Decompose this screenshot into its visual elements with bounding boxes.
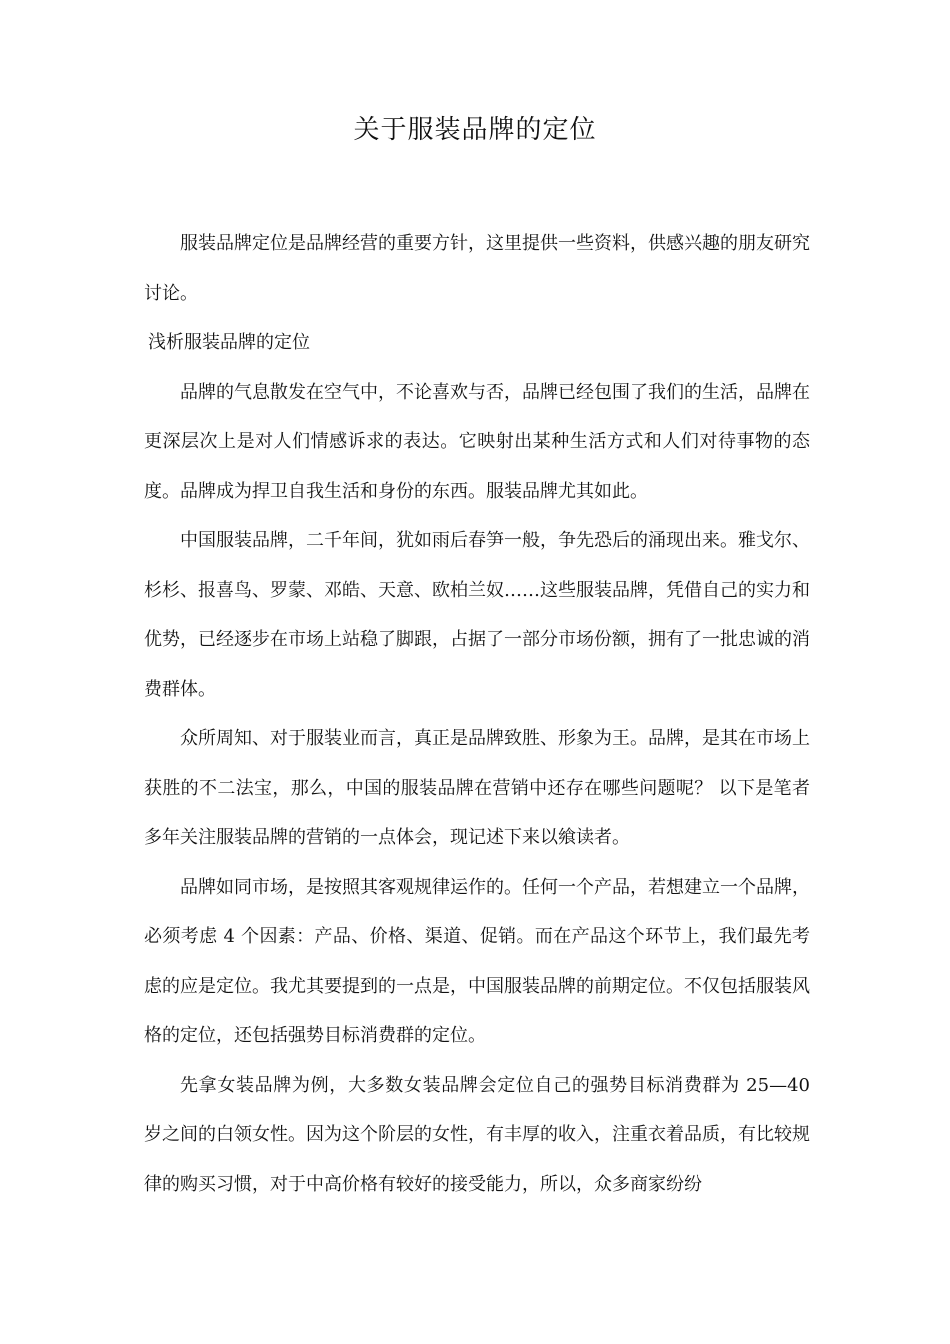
body-paragraph: 品牌如同市场，是按照其客观规律运作的。任何一个产品，若想建立一个品牌，必须考虑 4 个因素：产品、价格、渠道、促销。而在产品这个环节上，我们最先考虑的应是定位。我尤其要提到的一点是，中国服装品牌的前期定位。不仅包括服装风格的定位，还包括强势目标消费群的定位。: [144, 876, 810, 1046]
document-title: 关于服装品牌的定位: [353, 115, 597, 145]
body-paragraph: 品牌的气息散发在空气中，不论喜欢与否，品牌已经包围了我们的生活，品牌在更深层次上是对人们情感诉求的表达。它映射出某种生活方式和人们对待事物的态度。品牌成为捍卫自我生活和身份的东西。服装品牌尤其如此。: [144, 381, 810, 502]
section-heading: 浅析服装品牌的定位: [148, 332, 310, 353]
intro-paragraph: 服装品牌定位是品牌经营的重要方针，这里提供一些资料，供感兴趣的朋友研究讨论。: [144, 233, 810, 304]
document-body: [144, 219, 810, 1209]
body-paragraph: 中国服装品牌，二千年间，犹如雨后春笋一般，争先恐后的涌现出来。雅戈尔、杉杉、报喜鸟、罗蒙、邓皓、天意、欧柏兰奴……这些服装品牌，凭借自己的实力和优势，已经逐步在市场上站稳了脚跟，占据了一部分市场份额，拥有了一批忠诚的消费群体。: [144, 530, 810, 700]
body-paragraph: 众所周知、对于服装业而言，真正是品牌致胜、形象为王。品牌，是其在市场上获胜的不二法宝，那么，中国的服装品牌在营销中还存在哪些问题呢？ 以下是笔者多年关注服装品牌的营销的一点体会，现记述下来以飨读者。: [144, 728, 810, 848]
body-paragraph: 先拿女装品牌为例，大多数女装品牌会定位自己的强势目标消费群为 25—40 岁之间的白领女性。因为这个阶层的女性，有丰厚的收入，注重衣着品质，有比较规律的购买习惯，对于中高价格有较好的接受能力，所以，众多商家纷纷: [144, 1074, 810, 1195]
